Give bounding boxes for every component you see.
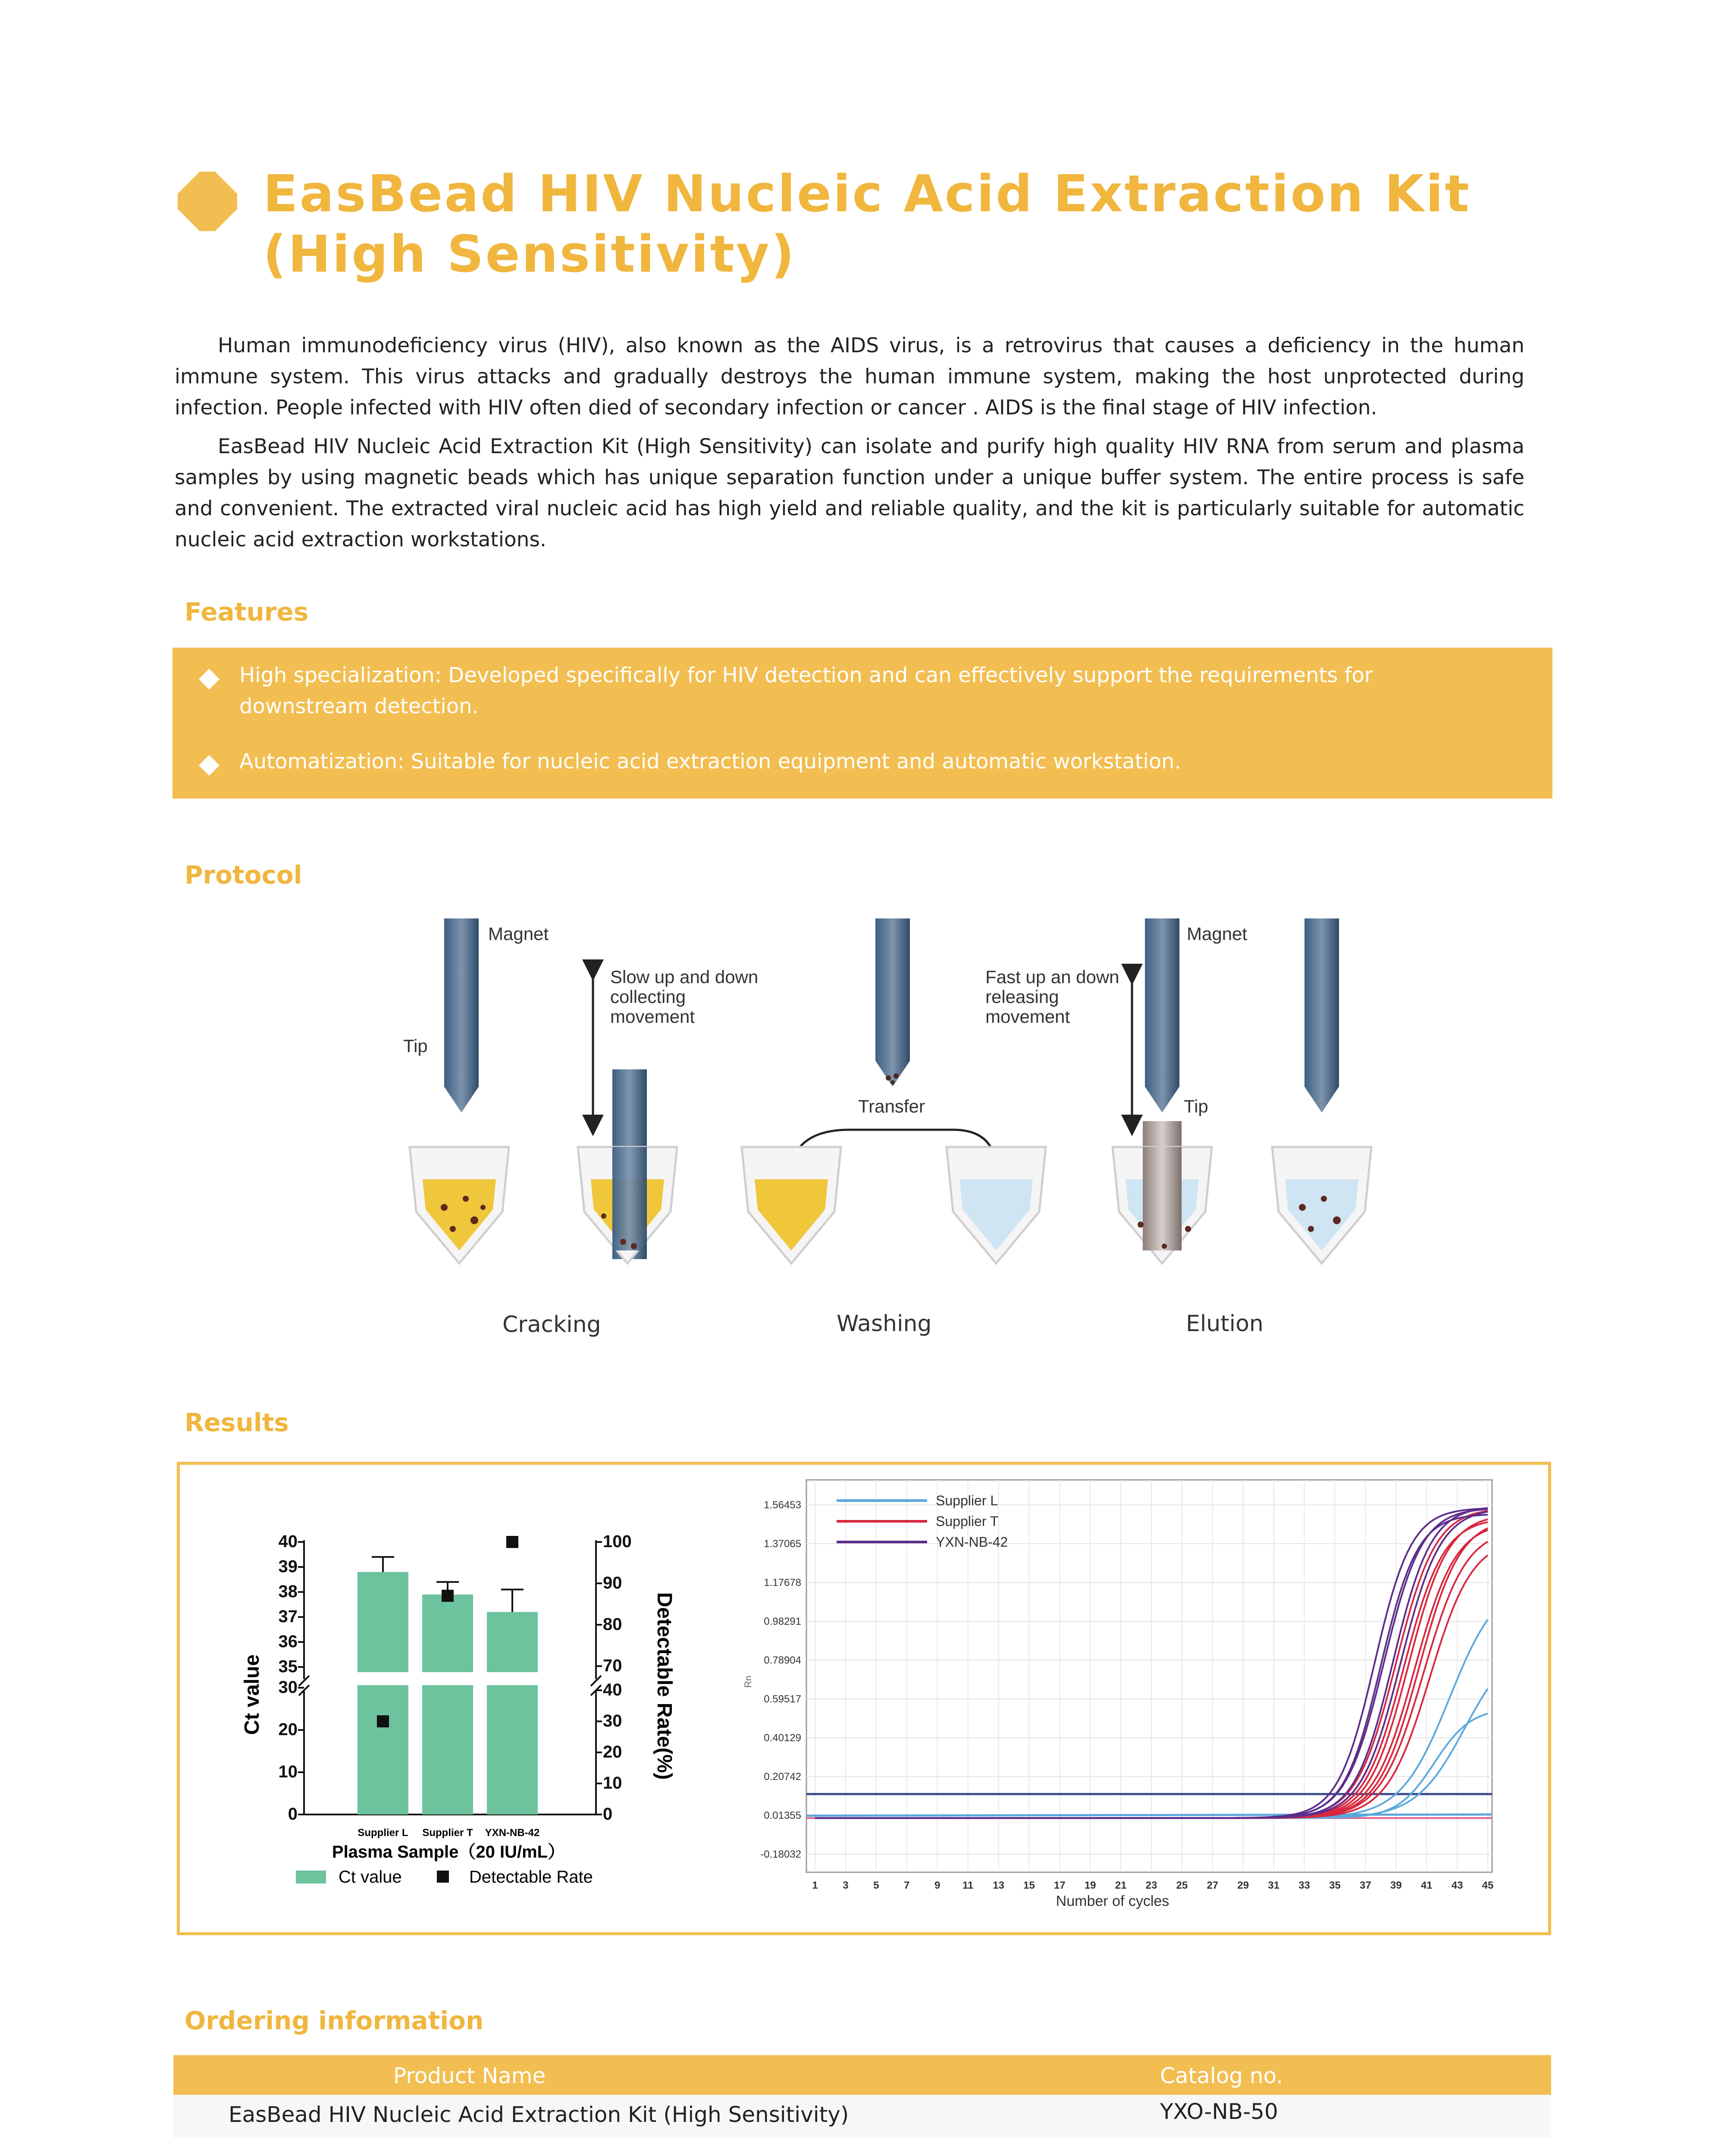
fast-label-3: movement	[985, 1006, 1070, 1027]
tip-label: Tip	[403, 1036, 428, 1056]
y-right-tick: 30	[603, 1711, 622, 1730]
baseline-supplier-l	[806, 1814, 1492, 1816]
x-axis-label: Number of cycles	[1056, 1893, 1170, 1909]
step-washing: Washing	[837, 1311, 932, 1337]
x-tick: Supplier T	[422, 1827, 473, 1839]
y-right-tick: 20	[603, 1742, 622, 1761]
y-tick: 1.17678	[764, 1577, 801, 1589]
y-tick: -0.18032	[760, 1849, 801, 1860]
y-tick: 1.56453	[764, 1499, 801, 1511]
y-tick: 36	[278, 1632, 298, 1651]
rate-marker	[506, 1536, 518, 1548]
x-tick: 23	[1145, 1880, 1157, 1891]
y-right-tick: 40	[603, 1680, 622, 1699]
step-elution: Elution	[1186, 1311, 1264, 1337]
title-bullet-icon	[178, 172, 237, 231]
ct-bar-upper	[357, 1572, 408, 1672]
magnet-rod-3	[875, 918, 910, 1087]
intro-text	[175, 330, 1524, 555]
y-tick: 0.20742	[764, 1771, 801, 1783]
y-right-tick: 0	[603, 1805, 613, 1824]
y-axis-label: Ct value	[241, 1654, 263, 1735]
y-right-tick: 70	[603, 1656, 622, 1675]
x-tick: 39	[1390, 1880, 1402, 1891]
order-catalog-number: YXO-NB-50	[1160, 2099, 1278, 2124]
features-heading: Features	[185, 597, 309, 627]
x-tick: 11	[962, 1880, 974, 1891]
ct-bar-upper	[422, 1595, 473, 1672]
ct-bar-upper	[487, 1612, 538, 1672]
x-tick: 37	[1360, 1880, 1371, 1891]
intro-paragraph-2: EasBead HIV Nucleic Acid Extraction Kit (High Sensitivity) can isolate and purify high quality HIV RNA from serum and plasma samples by using magnetic beads which has unique separation function under a unique buffer system. The entire process is safe and convenient. The extracted viral nucleic acid has high yield and reliable quality, and the kit is particularly suitable for automatic nucleic acid extraction workstations.	[175, 435, 1524, 552]
ordering-heading: Ordering information	[185, 2006, 484, 2035]
x-tick: 41	[1420, 1880, 1433, 1891]
slow-label-3: movement	[610, 1006, 695, 1027]
x-tick: 43	[1451, 1880, 1463, 1891]
legend-ct: Ct value	[339, 1868, 402, 1887]
y-tick: 35	[278, 1657, 298, 1676]
y-tick: 40	[278, 1532, 298, 1551]
legend-label: YXN-NB-42	[936, 1534, 1008, 1550]
y-axis-label: Rn	[743, 1675, 753, 1688]
ct-bar-lower	[422, 1685, 473, 1814]
transfer-label: Transfer	[858, 1096, 925, 1116]
fast-label-2: releasing	[985, 987, 1059, 1007]
legend-rate: Detectable Rate	[469, 1868, 593, 1887]
feature-item-1: High specialization: Developed specifically for HIV detection and can effectively support the requirements for downstream detection.	[239, 663, 1373, 718]
x-tick: 17	[1054, 1880, 1066, 1891]
legend-label: Supplier L	[936, 1493, 998, 1508]
y-tick: 38	[278, 1582, 298, 1601]
protocol-diagram	[0, 906, 1712, 1294]
x-tick: 1	[812, 1880, 818, 1891]
x-tick: 21	[1115, 1880, 1127, 1891]
y-right-axis-label: Detectable Rate(%)	[653, 1592, 676, 1780]
tube-6	[1272, 1147, 1371, 1263]
x-tick: 27	[1207, 1880, 1219, 1891]
magnet-label: Magnet	[1187, 924, 1248, 944]
legend-label: Supplier T	[936, 1514, 999, 1529]
ct-bar-chart	[224, 1509, 720, 1906]
rate-marker	[377, 1715, 389, 1727]
x-tick: 45	[1482, 1880, 1494, 1891]
order-table-header	[173, 2055, 1551, 2095]
tube-1	[410, 1147, 509, 1263]
tube-5	[1113, 1147, 1212, 1263]
x-tick: Supplier L	[357, 1827, 408, 1839]
magnet-label: Magnet	[488, 924, 549, 944]
y-right-tick: 10	[603, 1774, 622, 1792]
y-tick: 0	[288, 1805, 298, 1824]
feature-item-2: Automatization: Suitable for nucleic acid extraction equipment and automatic workstation.	[239, 749, 1181, 774]
x-tick: 33	[1298, 1880, 1310, 1891]
tube-3	[742, 1147, 841, 1263]
y-right-tick: 90	[603, 1573, 622, 1592]
tube-2	[578, 1147, 677, 1263]
page-title-line2: (High Sensitivity)	[263, 224, 796, 284]
magnet-rod-1	[444, 918, 479, 1112]
x-tick: YXN-NB-42	[485, 1827, 540, 1839]
x-tick: 29	[1237, 1880, 1249, 1891]
y-tick: 39	[278, 1557, 298, 1576]
legend-swatch-rate	[437, 1871, 449, 1883]
ct-bar-lower	[487, 1685, 538, 1814]
x-tick: 9	[934, 1880, 941, 1891]
x-tick: 25	[1176, 1880, 1188, 1891]
rate-marker	[442, 1590, 454, 1602]
y-right-tick: 80	[603, 1615, 622, 1634]
x-tick: 7	[904, 1880, 910, 1891]
y-tick: 0.98291	[764, 1616, 801, 1628]
y-tick: 0.01355	[764, 1810, 801, 1822]
intro-paragraph-1: Human immunodeficiency virus (HIV), also known as the AIDS virus, is a retrovirus that causes a deficiency in the human immune system. This virus attacks and gradually destroys the human immune system, making the host unprotected during infection. People infected with HIV often died of secondary infection or cancer . AIDS is the final stage of HIV infection.	[175, 334, 1524, 420]
magnet-rod-5	[1304, 918, 1339, 1112]
y-tick: 0.78904	[764, 1655, 801, 1667]
x-tick: 31	[1268, 1880, 1279, 1891]
results-heading: Results	[185, 1408, 289, 1437]
x-tick: 13	[993, 1880, 1004, 1891]
x-tick: 15	[1023, 1880, 1035, 1891]
y-tick: 0.40129	[764, 1732, 801, 1744]
order-col-catalog: Catalog no.	[1160, 2063, 1283, 2088]
y-tick: 0.59517	[764, 1693, 801, 1705]
x-tick: 3	[843, 1880, 849, 1891]
x-axis-label: Plasma Sample（20 IU/mL）	[332, 1843, 565, 1861]
y-right-tick: 100	[603, 1532, 632, 1551]
amplification-chart	[733, 1475, 1527, 1927]
x-tick: 5	[873, 1880, 879, 1891]
y-tick: 37	[278, 1607, 298, 1626]
page-title-line1: EasBead HIV Nucleic Acid Extraction Kit	[263, 164, 1471, 223]
order-product-name: EasBead HIV Nucleic Acid Extraction Kit (High Sensitivity)	[229, 2102, 849, 2127]
y-tick: 10	[278, 1762, 298, 1781]
slow-label-2: collecting	[610, 987, 686, 1007]
tube-4	[947, 1147, 1046, 1263]
x-tick: 35	[1329, 1880, 1341, 1891]
order-col-product: Product Name	[393, 2063, 546, 2088]
y-tick: 30	[278, 1678, 298, 1697]
y-tick: 1.37065	[764, 1538, 801, 1550]
legend-swatch-ct	[296, 1871, 326, 1883]
protocol-heading: Protocol	[185, 860, 302, 890]
ct-bar-lower	[357, 1685, 408, 1814]
step-cracking: Cracking	[502, 1312, 601, 1338]
fast-label-1: Fast up an down	[985, 967, 1119, 987]
y-tick: 20	[278, 1720, 298, 1739]
slow-label-1: Slow up and down	[610, 967, 759, 987]
tip-label: Tip	[1184, 1096, 1208, 1116]
x-tick: 19	[1084, 1880, 1096, 1891]
